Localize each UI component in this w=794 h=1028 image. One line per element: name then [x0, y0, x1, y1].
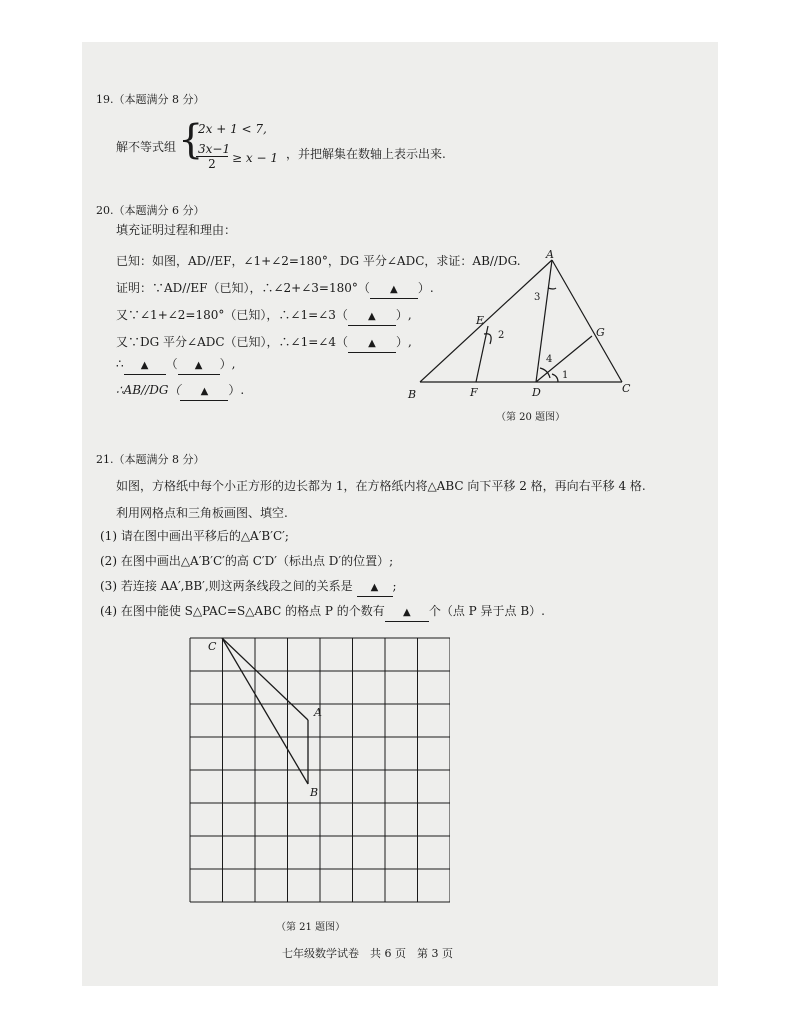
- angle-3-arc: [548, 288, 556, 289]
- q20-figure: [400, 248, 644, 408]
- segment-ef: [476, 326, 488, 382]
- q20-blank-2[interactable]: [348, 307, 396, 326]
- blank-marker: ▲: [194, 360, 203, 371]
- q21-item-3: [100, 578, 397, 597]
- q20-proof-text-3: 又∵DG 平分∠ADC（已知），∴∠1=∠4（: [116, 335, 348, 349]
- q20-proof-line-2: [116, 307, 412, 326]
- angle-1-arc: [552, 374, 558, 382]
- q20-proof-text-1: 证明：∵AD//EF（已知），∴∠2+∠3=180°（: [116, 281, 370, 295]
- segment-ca: [222, 638, 308, 720]
- q20-blank-5[interactable]: [178, 356, 220, 375]
- grid-lines: [190, 638, 450, 902]
- q20-proof-line-5: [116, 382, 244, 401]
- grid-label-a: A: [314, 706, 322, 719]
- label-e: E: [476, 314, 485, 327]
- q21-item-4-text: (4) 在图中能使 S△PAC=S△ABC 的格点 P 的个数有: [100, 604, 385, 618]
- q19-inequality-2-rhs: ≥ x − 1: [232, 151, 278, 165]
- q21-item-1: (1) 请在图中画出平移后的△A′B′C′;: [100, 529, 289, 543]
- angle-label-2: 2: [498, 330, 505, 341]
- label-b: B: [408, 388, 417, 401]
- q21-blank-3[interactable]: [357, 578, 393, 597]
- angle-label-1: 1: [562, 370, 569, 381]
- q21-figure-caption: （第 21 题图）: [276, 922, 346, 933]
- q21-item-2: (2) 在图中画出△A′B′C′的高 C′D′（标出点 D′的位置）;: [100, 554, 394, 568]
- segment-cb: [222, 638, 308, 784]
- q20-paren-4: ）,: [219, 357, 236, 371]
- q21-blank-4[interactable]: [385, 603, 429, 622]
- q20-proof-text-5: ∴AB//DG（: [116, 383, 181, 397]
- blank-marker: ▲: [390, 284, 398, 295]
- q20-paren-3: ）,: [395, 335, 412, 349]
- angle-label-4: 4: [546, 354, 553, 365]
- q19-header: 19.（本题满分 8 分）: [96, 93, 205, 106]
- q20-blank-4[interactable]: [124, 356, 166, 375]
- page-footer: 七年级数学试卷 共 6 页 第 3 页: [282, 947, 453, 960]
- label-f: F: [470, 386, 478, 399]
- grid-label-b: B: [310, 786, 319, 799]
- q20-proof-text-2: 又∵∠1+∠2=180°（已知），∴∠1=∠3（: [116, 308, 348, 322]
- q19-prompt: 解不等式组: [116, 140, 177, 154]
- q20-blank-3[interactable]: [348, 334, 396, 353]
- angle-label-3: 3: [534, 292, 541, 303]
- q21-item-4-end: 个（点 P 异于点 B）.: [428, 604, 545, 618]
- label-g: G: [596, 326, 605, 339]
- q20-proof-line-3: [116, 334, 412, 353]
- q21-item-4: [100, 603, 545, 622]
- q21-item-3-end: ;: [392, 579, 397, 593]
- q21-intro: 如图，方格纸中每个小正方形的边长都为 1，在方格纸内将△ABC 向下平移 2 格，再向右平移 4 格.: [116, 479, 646, 493]
- q20-proof-line-4: ∴ ▲ （ ▲ ）,: [116, 356, 235, 375]
- q21-header: 21.（本题满分 8 分）: [96, 453, 205, 466]
- label-a: A: [546, 248, 554, 261]
- q20-figure-caption: （第 20 题图）: [496, 412, 566, 423]
- q20-intro: 填充证明过程和理由：: [116, 223, 237, 237]
- blank-marker: ▲: [402, 607, 411, 618]
- q20-given: 已知：如图，AD//EF，∠1+∠2=180°，DG 平分∠ADC，求证：AB//DG.: [116, 254, 521, 268]
- blank-marker: ▲: [140, 360, 149, 371]
- label-c: C: [622, 382, 631, 395]
- segment-ab: [417, 260, 552, 382]
- blank-marker: ▲: [368, 338, 376, 349]
- q20-paren-1: ）.: [417, 281, 434, 295]
- q20-blank-6[interactable]: [180, 382, 228, 401]
- q19-fraction: [196, 142, 231, 171]
- label-d: D: [532, 386, 541, 399]
- q21-grid-figure: [186, 634, 450, 908]
- q21-item-3-text: (3) 若连接 AA′,BB′,则这两条线段之间的关系是: [100, 579, 353, 593]
- q20-paren-5: ）.: [228, 383, 245, 397]
- segment-ac: [552, 260, 622, 382]
- q20-proof-text-4: ∴: [116, 357, 124, 371]
- q19-fraction-numerator: 3x−1: [198, 142, 231, 156]
- angle-4-arc: [540, 368, 550, 378]
- q19-inequality-1: 2x + 1 < 7,: [198, 122, 267, 136]
- q19-fraction-denominator: 2: [208, 157, 216, 171]
- q20-proof-line-1: [116, 280, 434, 299]
- q21-intro-2: 利用网格点和三角板画图、填空.: [116, 506, 288, 520]
- q20-header: 20.（本题满分 6 分）: [96, 204, 205, 217]
- q19-brace: {: [178, 117, 204, 163]
- blank-marker: ▲: [370, 582, 379, 593]
- blank-marker: ▲: [367, 311, 376, 322]
- q19-instruction: ，并把解集在数轴上表示出来.: [286, 147, 446, 161]
- blank-marker: ▲: [200, 386, 209, 397]
- q20-paren-2: ）,: [395, 308, 412, 322]
- grid-label-c: C: [208, 640, 217, 653]
